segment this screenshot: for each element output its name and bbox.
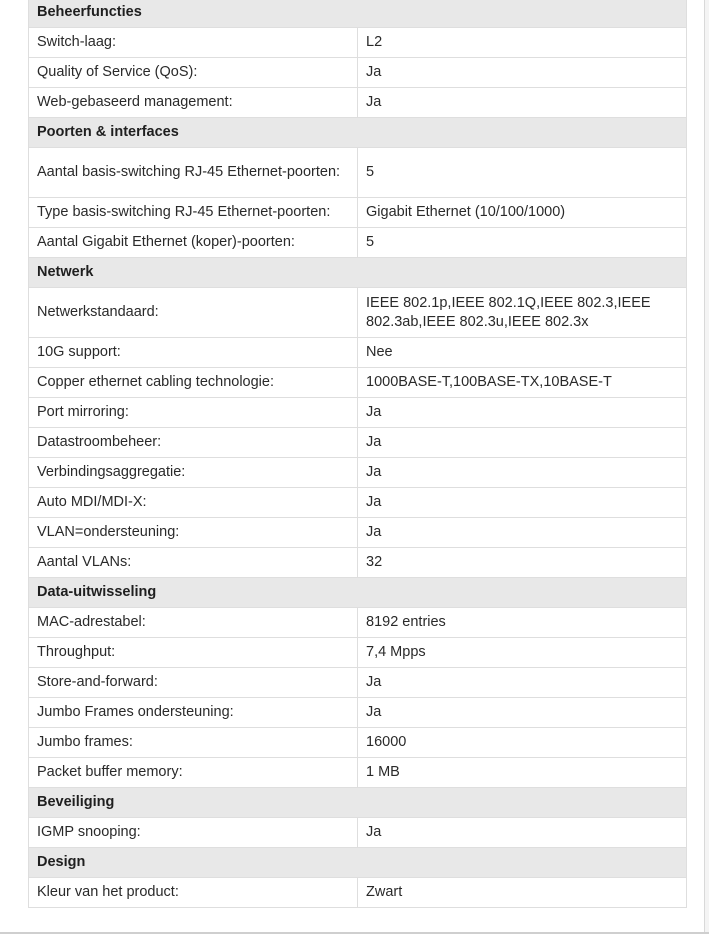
spec-label: Aantal basis-switching RJ-45 Ethernet-poorten: bbox=[29, 148, 358, 198]
spec-label: Web-gebaseerd management: bbox=[29, 88, 358, 118]
spec-value: Ja bbox=[358, 88, 687, 118]
spec-label: VLAN=ondersteuning: bbox=[29, 518, 358, 548]
spec-label: Quality of Service (QoS): bbox=[29, 58, 358, 88]
table-row bbox=[29, 608, 687, 638]
spec-label: Jumbo Frames ondersteuning: bbox=[29, 698, 358, 728]
spec-value: 1 MB bbox=[358, 758, 687, 788]
section-header-data-uitwisseling bbox=[29, 578, 687, 608]
spec-label: Store-and-forward: bbox=[29, 668, 358, 698]
spec-value: Ja bbox=[358, 818, 687, 848]
spec-value: 5 bbox=[358, 228, 687, 258]
table-row bbox=[29, 758, 687, 788]
table-row bbox=[29, 148, 687, 198]
section-title: Design bbox=[29, 848, 687, 878]
spec-label: MAC-adrestabel: bbox=[29, 608, 358, 638]
table-row bbox=[29, 488, 687, 518]
table-row bbox=[29, 198, 687, 228]
table-row bbox=[29, 368, 687, 398]
table-row bbox=[29, 338, 687, 368]
spec-label: IGMP snooping: bbox=[29, 818, 358, 848]
table-row bbox=[29, 518, 687, 548]
table-row bbox=[29, 728, 687, 758]
spec-label: 10G support: bbox=[29, 338, 358, 368]
table-row bbox=[29, 638, 687, 668]
spec-label: Packet buffer memory: bbox=[29, 758, 358, 788]
spec-value: 1000BASE-T,100BASE-TX,10BASE-T bbox=[358, 368, 687, 398]
spec-label: Type basis-switching RJ-45 Ethernet-poorten: bbox=[29, 198, 358, 228]
section-header-beveiliging bbox=[29, 788, 687, 818]
spec-label: Aantal VLANs: bbox=[29, 548, 358, 578]
table-row bbox=[29, 668, 687, 698]
spec-label: Copper ethernet cabling technologie: bbox=[29, 368, 358, 398]
section-title: Netwerk bbox=[29, 258, 687, 288]
table-row bbox=[29, 28, 687, 58]
spec-label: Netwerkstandaard: bbox=[29, 288, 358, 338]
specifications-table bbox=[28, 0, 687, 908]
spec-label: Throughput: bbox=[29, 638, 358, 668]
section-header-netwerk bbox=[29, 258, 687, 288]
table-row bbox=[29, 228, 687, 258]
spec-value: Gigabit Ethernet (10/100/1000) bbox=[358, 198, 687, 228]
section-title: Beheerfuncties bbox=[29, 0, 687, 28]
spec-value: Ja bbox=[358, 398, 687, 428]
table-row bbox=[29, 288, 687, 338]
spec-label: Kleur van het product: bbox=[29, 878, 358, 908]
table-row bbox=[29, 458, 687, 488]
table-row bbox=[29, 818, 687, 848]
spec-value: 5 bbox=[358, 148, 687, 198]
section-header-poorten-interfaces bbox=[29, 118, 687, 148]
right-edge-scroll-track bbox=[704, 0, 709, 934]
table-row bbox=[29, 398, 687, 428]
table-row bbox=[29, 698, 687, 728]
table-row bbox=[29, 428, 687, 458]
section-header-design bbox=[29, 848, 687, 878]
spec-value: IEEE 802.1p,IEEE 802.1Q,IEEE 802.3,IEEE 802.3ab,IEEE 802.3u,IEEE 802.3x bbox=[358, 288, 687, 338]
spec-value: Ja bbox=[358, 58, 687, 88]
spec-value: 16000 bbox=[358, 728, 687, 758]
spec-label: Verbindingsaggregatie: bbox=[29, 458, 358, 488]
spec-value: Ja bbox=[358, 428, 687, 458]
spec-value: L2 bbox=[358, 28, 687, 58]
spec-value: Ja bbox=[358, 458, 687, 488]
left-margin bbox=[0, 0, 6, 934]
spec-value: Zwart bbox=[358, 878, 687, 908]
spec-label: Aantal Gigabit Ethernet (koper)-poorten: bbox=[29, 228, 358, 258]
spec-label: Port mirroring: bbox=[29, 398, 358, 428]
spec-value: Nee bbox=[358, 338, 687, 368]
table-row bbox=[29, 548, 687, 578]
spec-label: Switch-laag: bbox=[29, 28, 358, 58]
table-row bbox=[29, 88, 687, 118]
section-header-beheerfuncties bbox=[29, 0, 687, 28]
spec-value: Ja bbox=[358, 668, 687, 698]
spec-label: Datastroombeheer: bbox=[29, 428, 358, 458]
spec-value: Ja bbox=[358, 488, 687, 518]
spec-value: Ja bbox=[358, 698, 687, 728]
spec-label: Auto MDI/MDI-X: bbox=[29, 488, 358, 518]
spec-value: 8192 entries bbox=[358, 608, 687, 638]
spec-value: 7,4 Mpps bbox=[358, 638, 687, 668]
section-title: Beveiliging bbox=[29, 788, 687, 818]
section-title: Data-uitwisseling bbox=[29, 578, 687, 608]
spec-value: Ja bbox=[358, 518, 687, 548]
spec-label: Jumbo frames: bbox=[29, 728, 358, 758]
table-row bbox=[29, 878, 687, 908]
spec-value: 32 bbox=[358, 548, 687, 578]
section-title: Poorten & interfaces bbox=[29, 118, 687, 148]
table-row bbox=[29, 58, 687, 88]
